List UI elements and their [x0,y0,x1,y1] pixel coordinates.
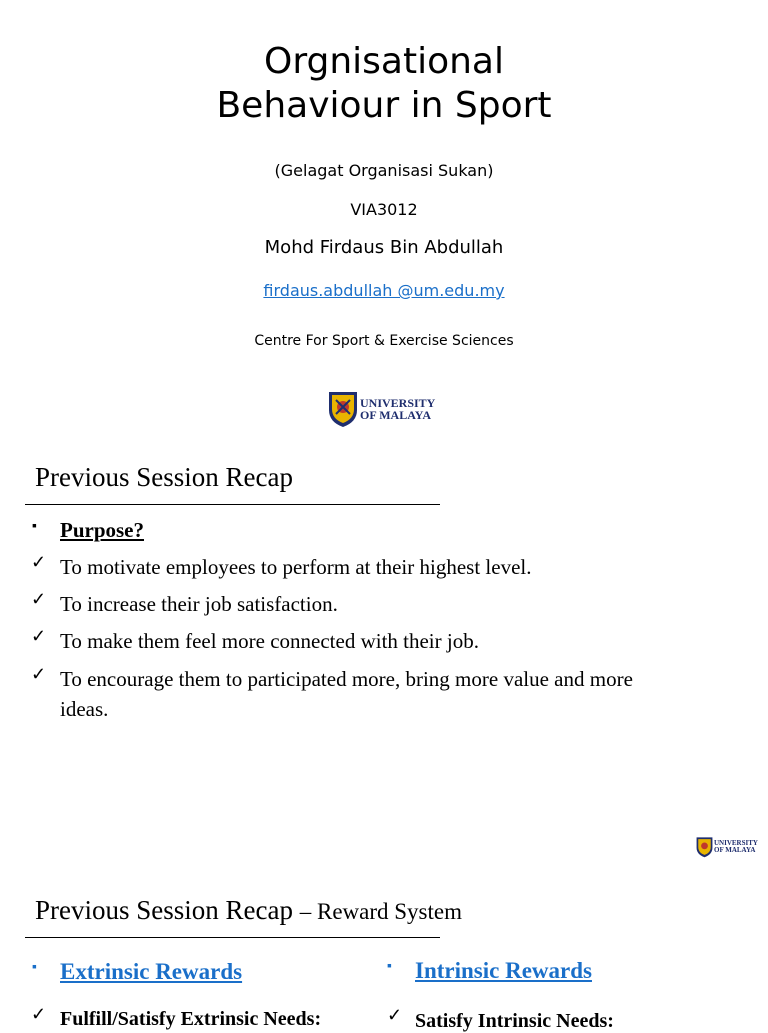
square-bullet-icon: ▪ [32,960,37,975]
university-logo-small [696,836,758,858]
author-name: Mohd Firdaus Bin Abdullah [264,237,504,258]
check-icon: ✓ [31,1004,47,1024]
heading-divider [25,504,440,505]
slide3-heading [35,894,462,928]
list-item: To increase their job satisfaction. [60,592,338,616]
check-icon: ✓ [31,626,47,646]
check-icon: ✓ [31,552,47,572]
centre-name: Centre For Sport & Exercise Sciences [254,333,514,349]
slide2-heading: Previous Session Recap [35,462,293,492]
heading-divider [25,937,440,938]
slide3-heading-main: Previous Session Recap [35,895,293,925]
logo-text-line2: OF MALAYA [360,408,432,422]
square-bullet-icon: ▪ [32,519,37,534]
crest-icon [328,390,358,428]
course-code: VIA3012 [350,200,418,219]
check-icon: ✓ [31,664,47,684]
slide3-heading-suffix: – Reward System [299,899,462,924]
slide-title: Orgnisational Behaviour in Sport [216,41,552,126]
purpose-label: Purpose? [60,518,144,542]
university-logo [328,390,435,428]
check-icon: ✓ [31,589,47,609]
intrinsic-rewards-link[interactable]: Intrinsic Rewards [415,958,592,983]
crest-icon [696,836,713,858]
slide-subtitle: (Gelagat Organisasi Sukan) [274,161,494,180]
extrinsic-rewards-link[interactable]: Extrinsic Rewards [60,959,243,984]
square-bullet-icon: ▪ [387,959,392,974]
intrinsic-item: Satisfy Intrinsic Needs: [415,1010,614,1032]
list-item: To make them feel more connected with their job. [60,629,479,653]
list-item: To motivate employees to perform at their highest level. [60,555,532,579]
email-link[interactable]: firdaus.abdullah @um.edu.my [263,281,505,300]
list-item: To encourage them to participated more, bring more value and more ideas. [60,667,633,721]
check-icon: ✓ [387,1005,403,1025]
logo-text-line1: UNIVERSITY [360,396,436,410]
logo-text-line2: OF MALAYA [714,846,756,854]
extrinsic-item: Fulfill/Satisfy Extrinsic Needs: [60,1008,322,1030]
logo-text-line1: UNIVERSITY [714,839,758,847]
